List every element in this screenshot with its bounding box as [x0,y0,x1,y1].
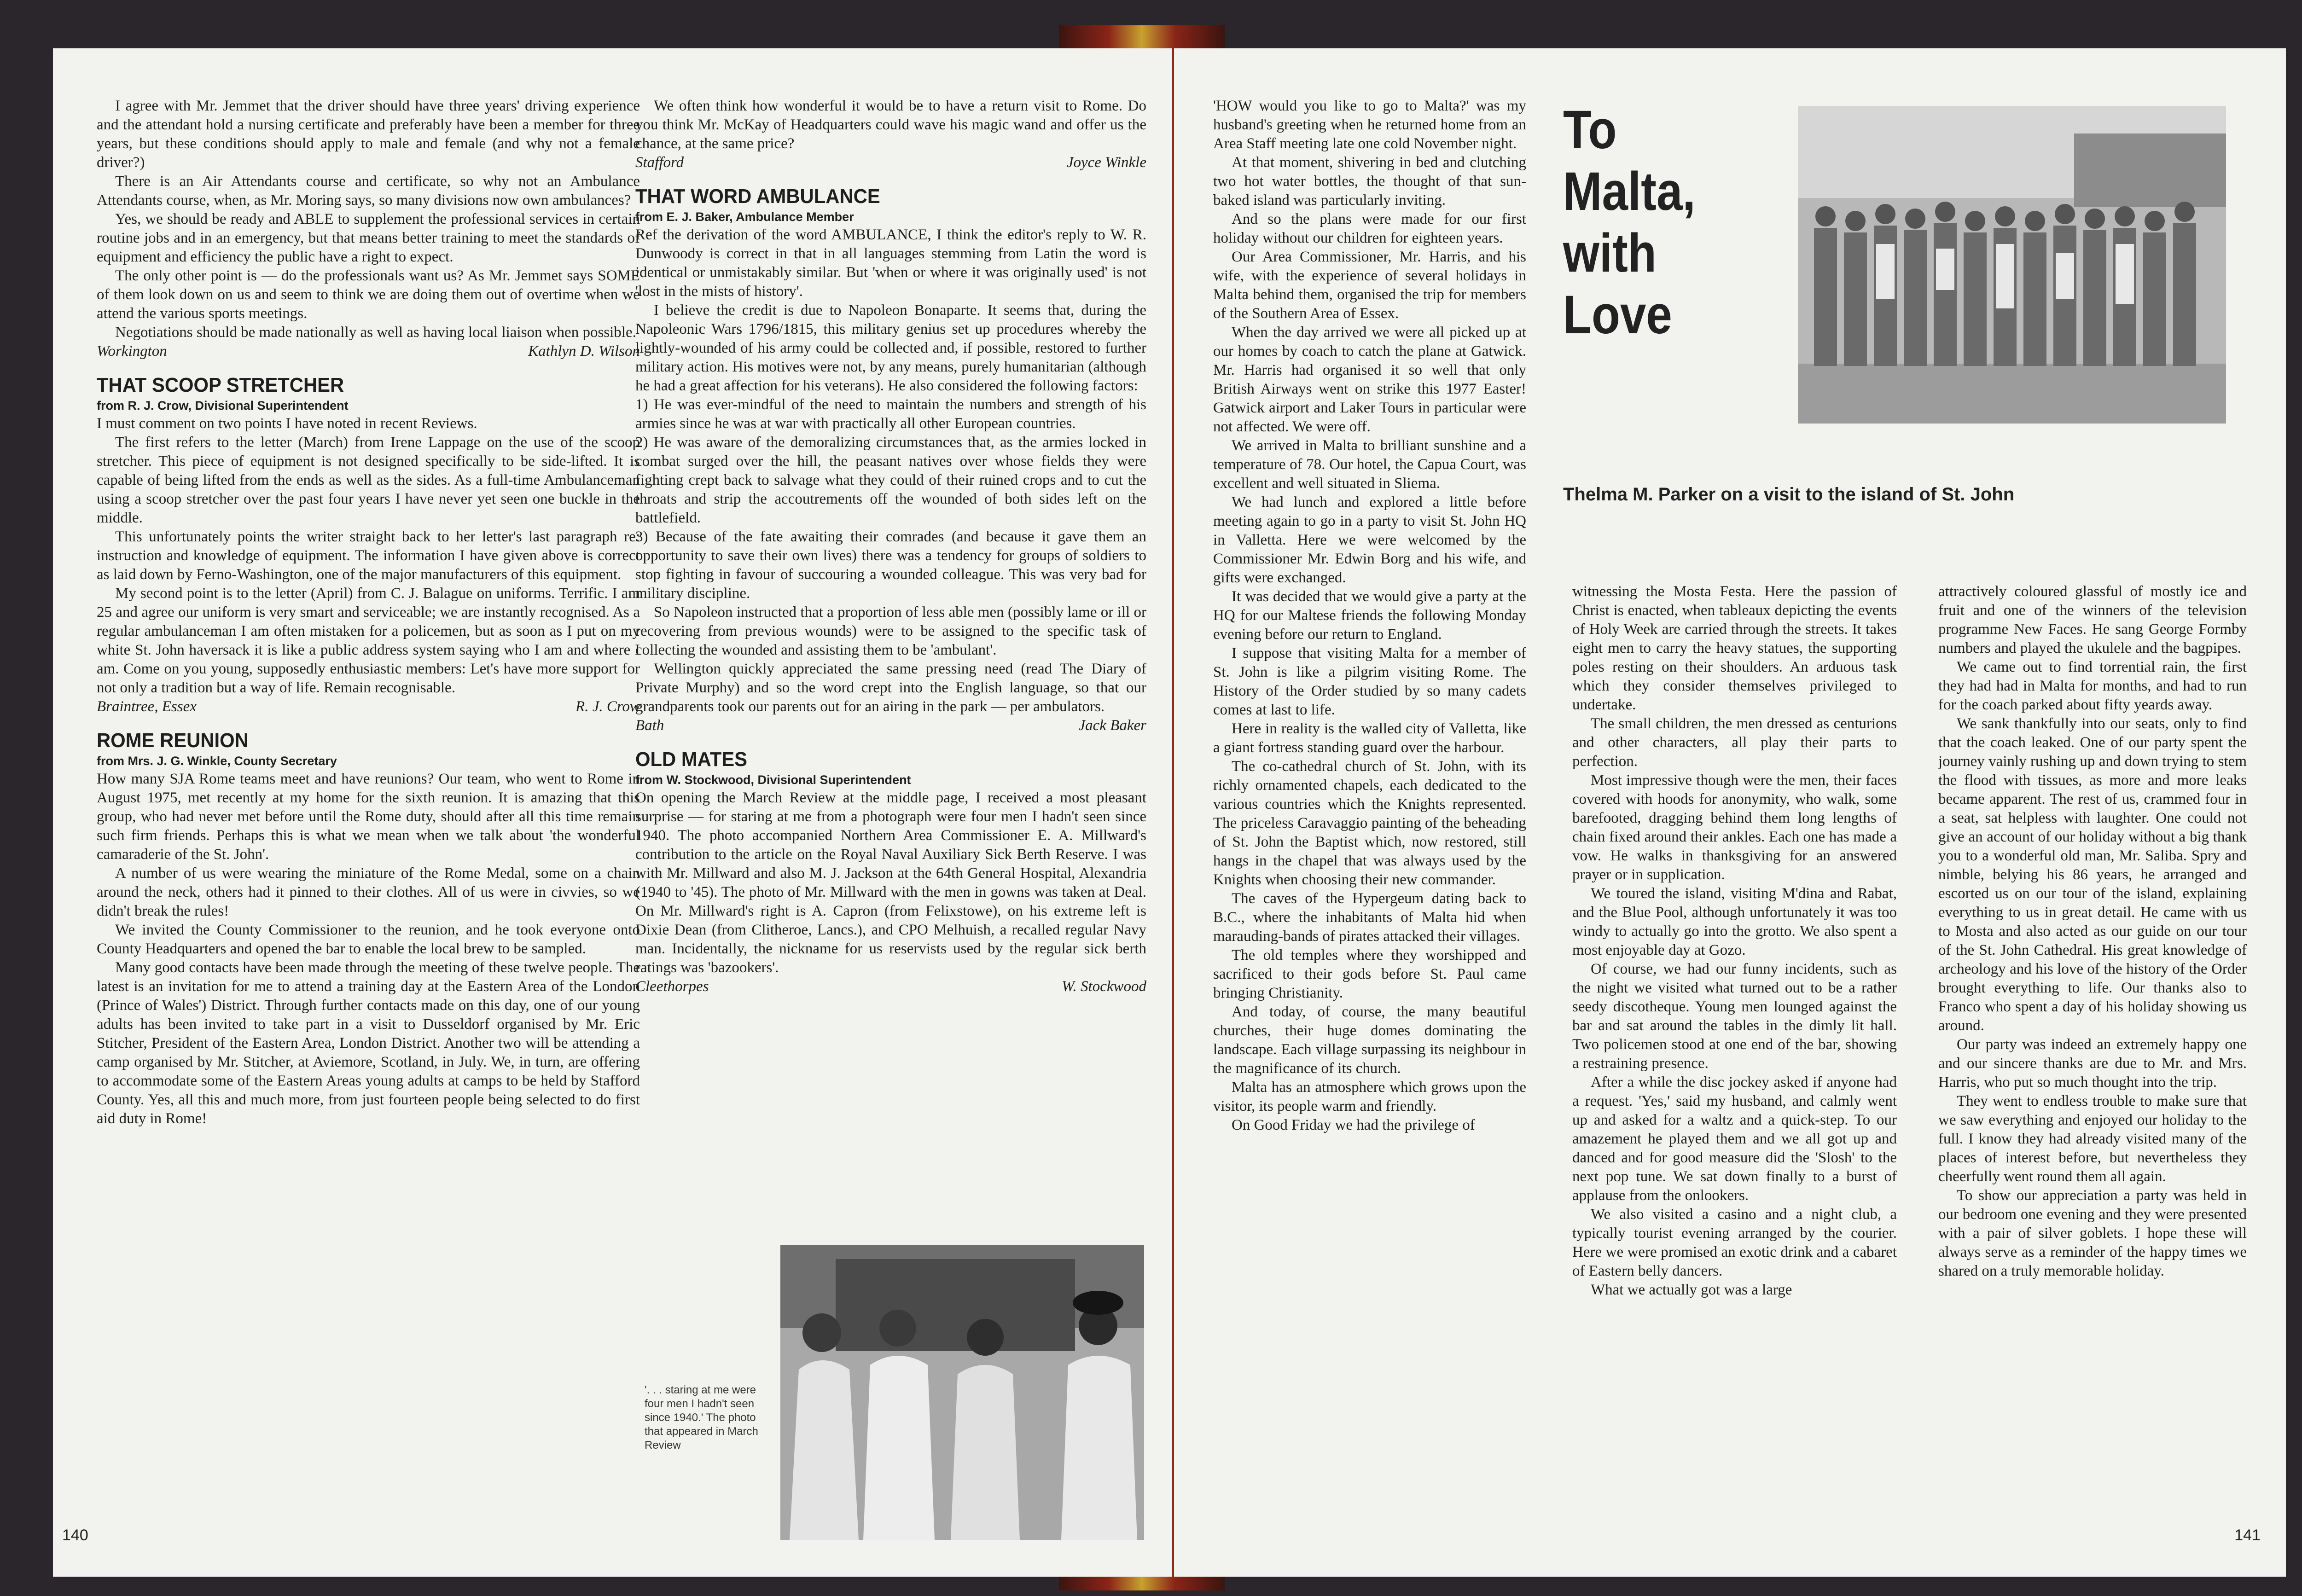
signature-place: Stafford [635,154,684,171]
paragraph: After a while the disc jockey asked if anyone had a request. 'Yes,' said my husband, and calmly went up and asked for a waltz and a quick-step. To our amazement he played them and we all got up and danced and for good measure did the 'Slosh' to the next pop tune. We sat down finally to a burst of applause from the onlookers. [1572,1074,1897,1204]
letter-signature [97,697,640,716]
paragraph: We arrived in Malta to brilliant sunshine and a temperature of 78. Our hotel, the Capua Court, was excellent and well situated in Sliema. [1213,437,1526,492]
paragraph: On opening the March Review at the middle page, I received a most pleasant surprise — for staring at me from a photograph were four men I hadn't seen since 1940. The photo accompanied Northern Area Commissioner E. A. Millward's contribution to the article on the Royal Naval Auxiliary Sick Berth Reserve. I was with Mr. Millward and also M. J. Jackson at the 64th General Hospital, Alexandria (1940 to '45). The photo of Mr. Millward with the men in gowns was taken at Deal. On Mr. Millward's right is A. Capron (from Felixstowe), on his extreme left is Dixie Dean (from Clitheroe, Lancs.), and CPO Melhuish, a recalled regular Navy man. Incidentally, the nickname for us reservists used by the regular sick berth ratings was 'bazookers'. [635,789,1146,976]
paragraph: I must comment on two points I have noted in recent Reviews. [97,415,477,432]
paragraph: Yes, we should be ready and ABLE to supplement the professional services in certain routine jobs and in an emergency, but that means better training to meet the standards of equipment and efficiency the public have a right to expect. [97,211,640,265]
letter-byline: from R. J. Crow, Divisional Superintendent [97,399,349,412]
signature-name: Kathlyn D. Wilson [528,343,640,360]
paragraph: 2) He was aware of the demoralizing circumstances that, as the armies locked in combat surged over the hill, the peasant natives over whose fields they were fighting crept back to salvage what they could of their ruined crops and to cut the throats and strip the accoutrements off the wounded of both sides left on the battlefield. [635,434,1146,526]
paragraph: We came out to find torrential rain, the first they had had in Malta for months, and had to run for the coach parked about fifty yeards away. [1938,659,2247,713]
paragraph: witnessing the Mosta Festa. Here the passion of Christ is enacted, when tableaux depicting the events of Holy Week are carried through the streets. It takes eight men to carry the heavy statues, the supporting poles resting on their shoulders. An arduous task which they consider themselves privileged to undertake. [1572,583,1897,713]
paragraph: 3) Because of the fate awaiting their comrades (and because it gave them an opportunity to save their own lives) there was a tendency for groups of soldiers to stop fighting in favour of succouring a wounded colleague. This was very bad for military discipline. [635,528,1146,602]
paragraph: Many good contacts have been made through the meeting of these twelve people. The latest is an invitation for me to attend a training day at the Eastern Area of the London (Prince of Wales') District. Through further contacts made on this day, one of our young adults has been invited to take part in a visit to Dusseldorf organised by Mr. Eric Stitcher, President of the Eastern Area, London District. Another two will be attending a camp organised by Mr. Stitcher, at Aviemore, Scotland, in July. We, in turn, are offering to accommodate some of the Eastern Areas young adults at camps to be held by Stafford County. Yes, all this and much more, from just fourteen people being selected to do first aid duty in Rome! [97,959,640,1127]
paragraph: We sank thankfully into our seats, only to find that the coach leaked. One of our party spent the journey vainly rushing up and down trying to stem the flood with tissues, as more and more leaks became apparent. The rest of us, crammed four in a seat, sat helpless with laughter. One could not give an account of our holiday without a big thank you to a wonderful old man, Mr. Saliba. Spry and nimble, belying his 86 years, he arranged and escorted us on our tour of the island, explaining everything to us in great detail. He came with us to Mosta and also acted as our guide on our tour of the St. John Cathedral. His great knowledge of archeology and his love of the history of the Order brought everything to life. Our thanks also to Franco who spent a day of his holiday showing us around. [1938,715,2247,1034]
left-page [53,48,1172,1577]
title-line: Malta, [1563,161,1696,222]
four-men-photo [780,1245,1144,1540]
paragraph: The old temples where they worshipped and sacrificed to their gods before St. Paul came bringing Christianity. [1213,947,1526,1001]
paragraph: 'HOW would you like to go to Malta?' was my husband's greeting when he returned home from an Area Staff meeting late one cold November night. [1213,98,1526,152]
signature-place: Workington [97,343,167,360]
group-photo [1798,106,2226,424]
signature-name: R. J. Crow [576,698,640,715]
paragraph: I suppose that visiting Malta for a member of St. John is like a pilgrim visiting Rome. The History of the Order studied by so many cadets comes at last to life. [1213,645,1526,718]
letter-byline: from E. J. Baker, Ambulance Member [635,210,854,224]
page-number: 141 [2234,1526,2261,1544]
paragraph: What we actually got was a large [1591,1282,1792,1298]
paragraph: I agree with Mr. Jemmet that the driver should have three years' driving experience and the attendant hold a nursing certificate and preferably have been a member for three years, but these conditions should apply to male and female (and why not a female driver?) [97,98,640,171]
paragraph: At that moment, shivering in bed and clutching two hot water bottles, the thought of that sun-baked island was particularly inviting. [1213,154,1526,209]
paragraph: There is an Air Attendants course and certificate, so why not an Ambulance Attendants course, when, as Mr. Moring says, so many divisions now own ambulances? [97,173,640,209]
paragraph: We toured the island, visiting M'dina and Rabat, and the Blue Pool, although unfortunately it was too windy to actually go into the grotto. We also spent a most enjoyable day at Gozo. [1572,885,1897,958]
title-line: Love [1563,284,1672,345]
paragraph: When the day arrived we were all picked up at our homes by coach to catch the plane at Gatwick. Mr. Harris had organised it so well that only British Airways went on strike this 1977 Easter! Gatwick airport and Laker Tours in particular were not affected. We were off. [1213,324,1526,435]
paragraph: Of course, we had our funny incidents, such as the night we visited what turned out to be a rather seedy discotheque. Young men lounged against the bar and sat around the tables in the dimly lit hall. Two policemen stood at one end of the bar, showing a restraining presence. [1572,961,1897,1072]
paragraph: Our party was indeed an extremely happy one and our sincere thanks are due to Mr. and Mrs. Harris, who put so much thought into the trip. [1938,1036,2247,1091]
paragraph: attractively coloured glassful of mostly ice and fruit and one of the winners of the television programme New Faces. He sang George Formby numbers and played the ukulele and the bagpipes. [1938,583,2247,656]
signature-name: Jack Baker [1078,717,1146,734]
paragraph: The only other point is — do the professionals want us? As Mr. Jemmet says SOME of them look down on us and seem to think we are doing them out of overtime when we attend the various sports meetings. [97,267,640,322]
left-column-1 [97,97,640,1128]
jemmet-letter-continued [97,97,640,361]
letter-byline: from Mrs. J. G. Winkle, County Secretary [97,754,337,768]
paragraph: The caves of the Hypergeum dating back to B.C., where the inhabitants of Malta hid when marauding-bands of pirates attacked their villages. [1213,890,1526,945]
right-column-3 [1938,582,2247,1549]
signature-name: W. Stockwood [1062,978,1146,995]
signature-place: Bath [635,717,664,734]
word-ambulance-letter [635,185,1146,735]
letter-heading: THAT SCOOP STRETCHER [97,374,344,396]
paragraph: So Napoleon instructed that a proportion of less able men (possibly lame or ill or recovering from previous wounds) were to be assigned to the specific task of collecting the wounded and assisting them to be 'ambulant'. [635,604,1146,658]
paragraph: We also visited a casino and a night club, a typically tourist evening arranged by the courier. Here we were promised an exotic drink and a cabaret of Eastern belly dancers. [1572,1206,1897,1279]
paragraph: They went to endless trouble to make sure that we saw everything and enjoyed our holiday to the full. I know they had already visited many of the places of interest before, but nevertheless they cheerfully went round them all again. [1938,1093,2247,1185]
paragraph: This unfortunately points the writer straight back to her letter's last paragraph re: instruction and knowledge of equipment. The information I have given above is correct as laid down by Ferno-Washington, one of the major manufacturers of this equipment. [97,528,640,583]
paragraph: The small children, the men dressed as centurions and other characters, all play their parts to perfection. [1572,715,1897,770]
paragraph: We had lunch and explored a little before meeting again to go in a party to visit St. John HQ in Valletta. Here we were welcomed by the Commissioner Mr. Edwin Borg and his wife, and gifts were exchanged. [1213,494,1526,586]
paragraph: We invited the County Commissioner to the reunion, and he took everyone onto County Headquarters and opened the bar to enable the local brew to be sampled. [97,922,640,957]
photo-caption: '. . . staring at me were four men I hadn't seen since 1940.' The photo that appeared in March Review [645,1384,758,1451]
paragraph: To show our appreciation a party was held in our bedroom one evening and they were presented with a pair of silver goblets. I hope these will always serve as a reminder of the happy times we shared on a truly memorable holiday. [1938,1187,2247,1279]
letter-heading: OLD MATES [635,748,748,771]
right-column-2 [1572,582,1897,1549]
paragraph: Malta has an atmosphere which grows upon the visitor, its people warm and friendly. [1213,1079,1526,1114]
letter-signature [635,153,1146,172]
letter-byline: from W. Stockwood, Divisional Superintendent [635,773,911,787]
paragraph: Our Area Commissioner, Mr. Harris, and his wife, with the experience of several holidays in Malta behind them, organised the trip for members of the Southern Area of Essex. [1213,249,1526,322]
left-column-2 [635,97,1146,1294]
paragraph: A number of us were wearing the miniature of the Rome Medal, some on a chain around the neck, others had it pinned to their clothes. All of us were in civvies, so we didn't break the rules! [97,865,640,919]
paragraph: Negotiations should be made nationally as well as having local liaison when possible. [115,324,636,341]
letter-heading: THAT WORD AMBULANCE [635,185,880,208]
letter-signature [97,342,640,361]
paragraph: Ref the derivation of the word AMBULANCE, I think the editor's reply to W. R. Dunwoody is correct in that in all languages stemming from Latin the word is identical or unmistakably similar. But 'when or where it was originally used' is not 'lost in the mists of history'. [635,226,1146,300]
scoop-stretcher-letter [97,374,640,716]
paragraph: And today, of course, the many beautiful churches, their huge domes dominating the landscape. Each village surpassing its neighbour in the magnificance of its church. [1213,1004,1526,1077]
paragraph: My second point is to the letter (April) from C. J. Balague on uniforms. Terrific. I am 25 and agree our uniform is very smart and serviceable; we are instantly recognised. As a regular ambulanceman I am often mistaken for a policemen, but as soon as I put on my white St. John haversack it is like a public address system saying who I am and where I am. Come on you young, supposedly enthusiastic members: Let's have more support for not only a tradition but a way of life. Remain recognisable. [97,585,640,696]
paragraph: And so the plans were made for our first holiday without our children for eighteen years. [1213,211,1526,246]
signature-place: Braintree, Essex [97,698,197,715]
signature-place: Cleethorpes [635,978,709,995]
paragraph: It was decided that we would give a party at the HQ for our Maltese friends the following Monday evening before our return to England. [1213,588,1526,643]
article-subheading: Thelma M. Parker on a visit to the island of St. John [1563,484,2015,505]
paragraph: Wellington quickly appreciated the same pressing need (read The Diary of Private Murphy) and so the word crept into the English language, so that our grandparents took our parents out for an airing in the park — per ambulators. [635,661,1146,715]
paragraph: How many SJA Rome teams meet and have reunions? Our team, who went to Rome in August 1975, met recently at my home for the sixth reunion. It is amazing that this group, who had never met before until the Rome duty, should after all this time remain such firm friends. Perhaps this is what we mean when we talk about 'the wonderful camaraderie of the St. John'. [97,771,640,863]
title-line: with [1563,223,1657,284]
paragraph: Here in reality is the walled city of Valletta, like a giant fortress standing guard over the harbour. [1213,720,1526,756]
rome-reunion-letter [97,729,640,1128]
article-title [1563,99,1769,346]
old-mates-letter [635,748,1146,996]
paragraph: On Good Friday we had the privilege of [1232,1117,1475,1133]
signature-name: Joyce Winkle [1066,154,1146,171]
paragraph: The co-cathedral church of St. John, with its richly ornamented chapels, each dedicated to the various countries which the Knights represented. The priceless Caravaggio painting of the beheading of St. John the Baptist which, now restored, still hangs in the chapel that was always used by the Knights when choosing their new commander. [1213,758,1526,888]
right-column-1 [1213,97,1526,1551]
letter-signature [635,977,1146,996]
paragraph: We often think how wonderful it would be to have a return visit to Rome. Do you think Mr. McKay of Headquarters could wave his magic wand and offer us the chance, at the same price? [635,98,1146,152]
letter-heading: ROME REUNION [97,729,249,752]
page-number: 140 [62,1526,88,1544]
paragraph: I believe the credit is due to Napoleon Bonaparte. It seems that, during the Napoleonic Wars 1796/1815, this military genius set up procedures whereby the lightly-wounded of his army could be collected and, if possible, restored to further military action. His motives were not, by any means, purely humanitarian (although he had a great affection for his veterans). He also considered the following factors: [635,302,1146,394]
paragraph: Most impressive though were the men, their faces covered with hoods for anonymity, who walk, some barefooted, dragging behind them long lengths of chain fixed around their ankles. Each one has made a vow. He walks in thanksgiving for an answered prayer or in supplication. [1572,772,1897,883]
paragraph: 1) He was ever-mindful of the need to maintain the numbers and strength of his armies since he was at war with practically all other European countries. [635,396,1146,432]
title-line: To [1563,99,1617,160]
paragraph: The first refers to the letter (March) from Irene Lappage on the use of the scoop stretcher. This piece of equipment is not designed specifically to be side-lifted. It is capable of being lifted from the ends as well as the sides. As a full-time Ambulanceman using a scoop stretcher over the past four years I have never yet seen one buckle in the middle. [97,434,640,526]
letter-signature [635,716,1146,735]
